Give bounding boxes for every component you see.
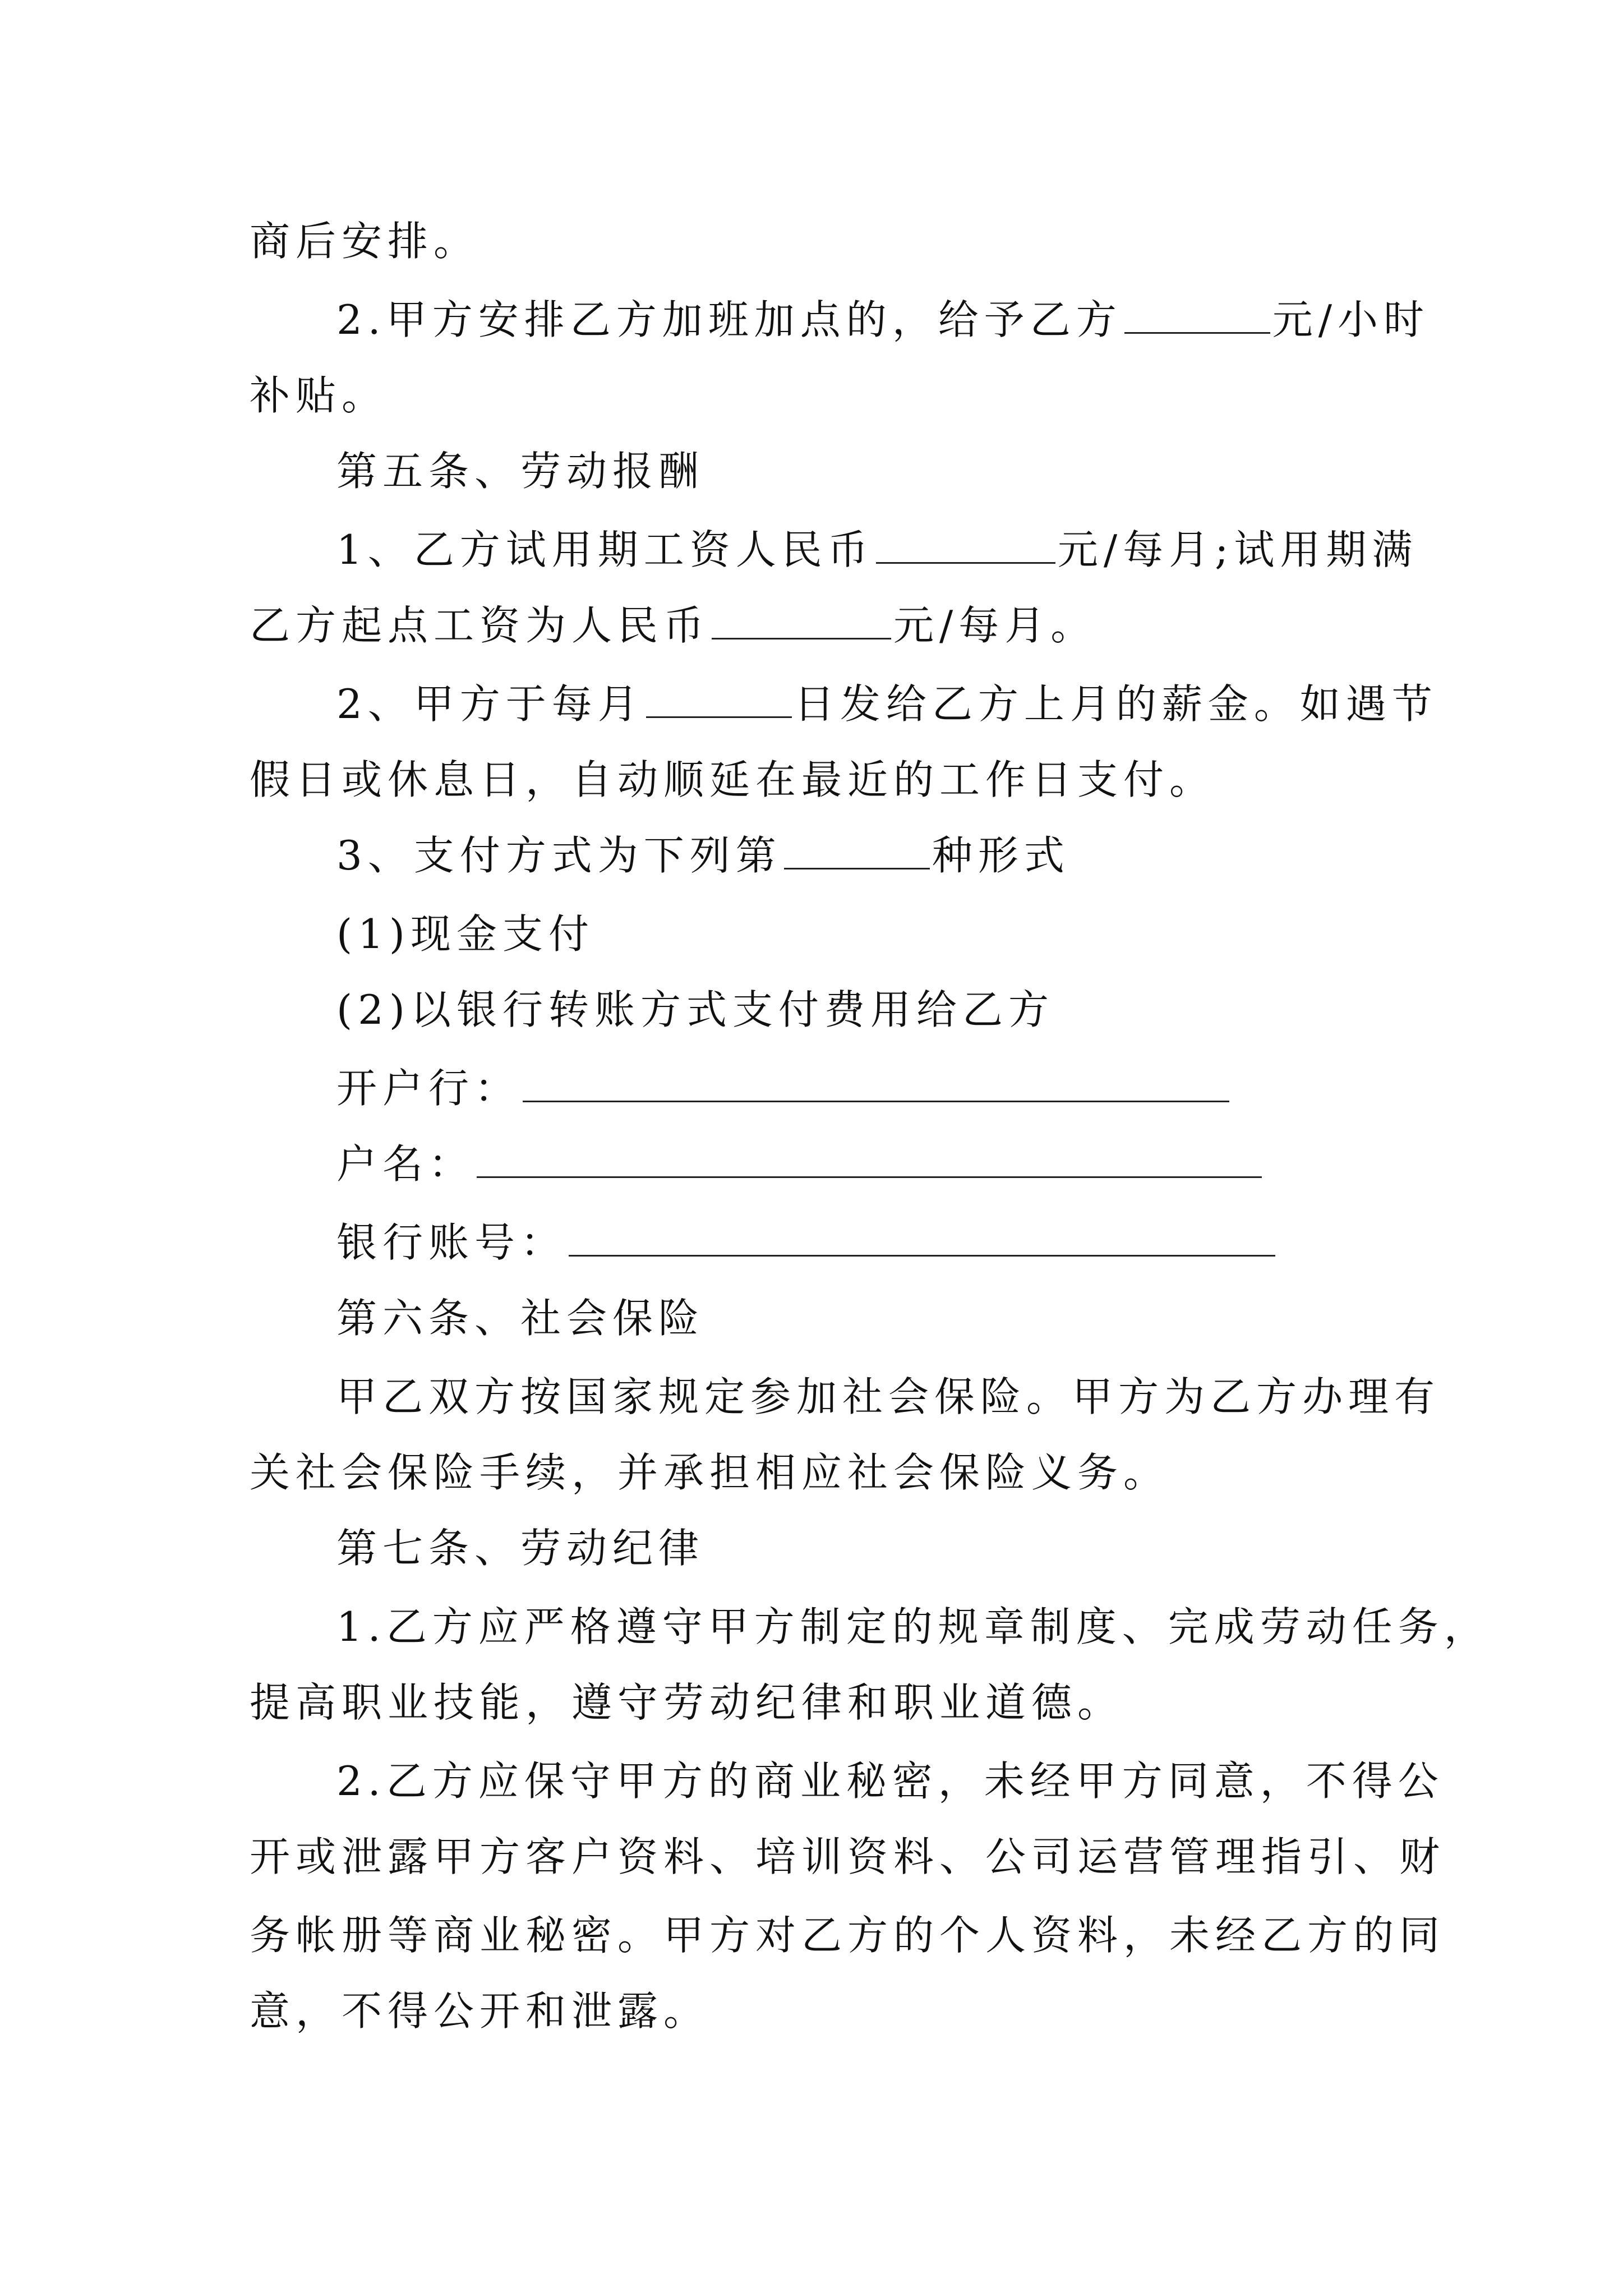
paragraph-line bbox=[0, 1369, 1623, 1425]
field-label: 户名： bbox=[336, 1140, 475, 1188]
paragraph-line bbox=[0, 367, 1623, 424]
paragraph-line bbox=[0, 982, 1623, 1038]
paragraph-line bbox=[0, 1674, 1623, 1731]
line-text: 意，不得公开和泄露。 bbox=[250, 1987, 710, 2035]
line-text: (1)现金支付 bbox=[336, 910, 594, 958]
line-text: 甲乙双方按国家规定参加社会保险。甲方为乙方办理有 bbox=[336, 1373, 1441, 1420]
fill-in-blank bbox=[784, 829, 930, 869]
paragraph-line bbox=[0, 1829, 1623, 1885]
paragraph-line bbox=[0, 597, 1623, 654]
paragraph-line bbox=[0, 1599, 1623, 1655]
heading-text: 第六条、社会保险 bbox=[336, 1295, 705, 1342]
bank-name-field bbox=[0, 1060, 1623, 1116]
line-text: 元/每月。 bbox=[893, 602, 1097, 649]
heading-text: 第五条、劳动报酬 bbox=[336, 448, 705, 495]
section-heading bbox=[0, 1520, 1623, 1576]
paragraph-line bbox=[0, 827, 1623, 884]
line-text: 商后安排。 bbox=[250, 218, 480, 265]
line-text: 2、甲方于每月 bbox=[336, 680, 644, 728]
line-text: 1、乙方试用期工资人民币 bbox=[336, 526, 874, 573]
fill-in-blank bbox=[876, 523, 1055, 564]
line-text: 乙方起点工资为人民币 bbox=[250, 602, 710, 649]
line-text: 提高职业技能，遵守劳动纪律和职业道德。 bbox=[250, 1679, 1124, 1726]
paragraph-line bbox=[0, 1983, 1623, 2039]
section-heading bbox=[0, 1290, 1623, 1346]
line-text: 假日或休息日，自动顺延在最近的工作日支付。 bbox=[250, 756, 1216, 803]
line-text: 元/小时 bbox=[1272, 296, 1430, 343]
line-text: 关社会保险手续，并承担相应社会保险义务。 bbox=[250, 1449, 1170, 1496]
paragraph-line bbox=[0, 213, 1623, 269]
paragraph-line bbox=[0, 1753, 1623, 1809]
paragraph-line bbox=[0, 752, 1623, 808]
field-label: 开户行： bbox=[336, 1065, 521, 1112]
paragraph-line bbox=[0, 522, 1623, 578]
line-text: 1.乙方应严格遵守甲方制定的规章制度、完成劳动任务， bbox=[336, 1603, 1490, 1650]
paragraph-line bbox=[0, 1907, 1623, 1963]
line-text: 务帐册等商业秘密。甲方对乙方的个人资料，未经乙方的同 bbox=[250, 1912, 1446, 1959]
line-text: 2.乙方应保守甲方的商业秘密，未经甲方同意，不得公 bbox=[336, 1757, 1444, 1805]
paragraph-line bbox=[0, 1444, 1623, 1501]
account-number-field bbox=[0, 1214, 1623, 1271]
field-label: 银行账号： bbox=[336, 1219, 567, 1266]
fill-in-blank bbox=[712, 599, 891, 639]
paragraph-line bbox=[0, 676, 1623, 732]
line-text: 日发给乙方上月的薪金。如遇节 bbox=[794, 680, 1438, 728]
line-text: 开或泄露甲方客户资料、培训资料、公司运营管理指引、财 bbox=[250, 1833, 1446, 1880]
fill-in-blank bbox=[477, 1137, 1262, 1178]
line-text: 2.甲方安排乙方加班加点的，给予乙方 bbox=[336, 296, 1122, 343]
line-text: 补贴。 bbox=[250, 372, 388, 419]
paragraph-line bbox=[0, 292, 1623, 348]
line-text: 种形式 bbox=[932, 832, 1070, 879]
section-heading bbox=[0, 443, 1623, 499]
line-text: 元/每月;试用期满 bbox=[1057, 526, 1418, 573]
paragraph-line bbox=[0, 906, 1623, 962]
fill-in-blank bbox=[1124, 293, 1270, 334]
account-name-field bbox=[0, 1136, 1623, 1192]
line-text: 3、支付方式为下列第 bbox=[336, 832, 782, 879]
fill-in-blank bbox=[569, 1216, 1275, 1257]
fill-in-blank bbox=[646, 677, 792, 718]
line-text: (2)以银行转账方式支付费用给乙方 bbox=[336, 986, 1054, 1033]
fill-in-blank bbox=[523, 1061, 1229, 1102]
heading-text: 第七条、劳动纪律 bbox=[336, 1525, 705, 1572]
